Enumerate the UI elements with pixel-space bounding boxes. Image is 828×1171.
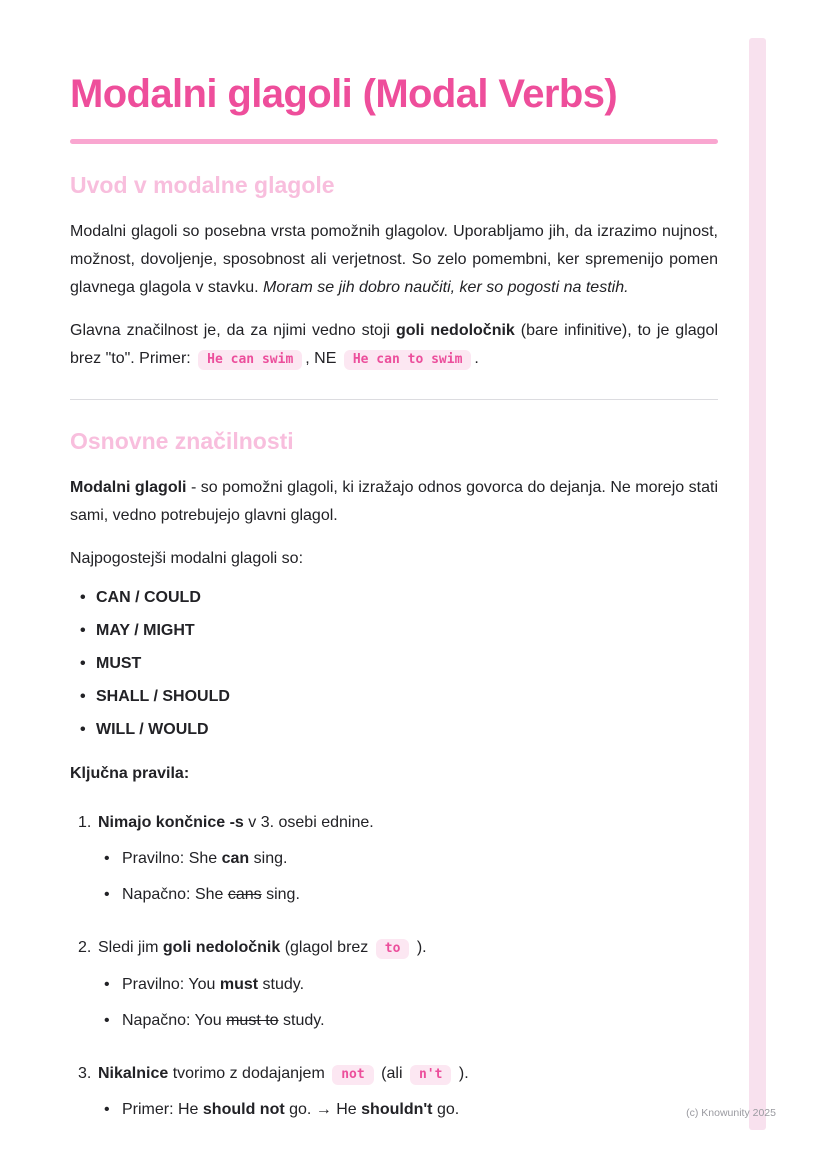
text-segment: (ali [376, 1064, 407, 1082]
text-segment: sing. [261, 886, 300, 904]
intro-paragraph-2 [70, 317, 718, 373]
bold-text: Nimajo končnice -s [98, 813, 244, 831]
sub-item [104, 971, 718, 998]
sub-item [104, 1096, 718, 1123]
basics-paragraph-2: Najpogostejši modalni glagoli so: [70, 549, 304, 567]
sub-item [104, 881, 718, 908]
text-segment: v 3. osebi ednine. [243, 813, 374, 831]
title-underline [70, 139, 718, 144]
rule-main [78, 809, 718, 836]
section-basics [70, 428, 718, 1124]
sub-item [104, 845, 718, 872]
text-segment: study. [258, 975, 305, 993]
rule-main [78, 934, 718, 961]
page-edge-strip [749, 38, 766, 1130]
list-item [80, 688, 718, 706]
text-segment: Sledi jim [98, 939, 163, 957]
section-divider [70, 399, 718, 400]
modal-verbs-list [70, 589, 718, 739]
text-segment: go. [432, 1101, 460, 1119]
rule-text [98, 934, 718, 961]
bold-text: must [219, 975, 259, 993]
text-segment: . [474, 349, 479, 367]
inline-code: to [376, 939, 410, 959]
rule-number: 3. [78, 1064, 92, 1082]
text-segment: Primer: He [122, 1101, 203, 1119]
text-segment: Napačno: She [122, 886, 228, 904]
sub-item [104, 1007, 718, 1034]
inline-code: He can swim [198, 350, 302, 370]
inline-code: He can to swim [344, 350, 472, 370]
rules-label: Ključna pravila: [70, 764, 190, 782]
text-segment: tvorimo z dodajanjem [168, 1064, 330, 1082]
rule-item-2 [70, 934, 718, 1034]
text-segment: , NE [305, 349, 341, 367]
bold-text: shouldn't [361, 1101, 433, 1119]
rule-number: 1. [78, 813, 92, 831]
bold-text: goli nedoločnik [162, 939, 281, 957]
italic-text: Moram se jih dobro naučiti, ker so pogosti na testih. [263, 278, 629, 296]
page-title: Modalni glagoli (Modal Verbs) [70, 72, 618, 116]
rule-sub-list [78, 971, 718, 1034]
rule-sub-list [78, 1096, 718, 1123]
rule-number: 2. [78, 939, 92, 957]
copyright-footer: (c) Knowunity 2025 [686, 1107, 776, 1119]
text-segment: Modalni glagoli so posebna vrsta pomožnih glagolov. Uporabljamo jih, da izrazimo nujnost, možnost, dovoljenje, sposobnost ali verjetnost. So zelo pomembni, ker spremenijo pomen glavnega glagola v stavku. [70, 222, 718, 296]
rule-main [78, 1060, 718, 1087]
text-segment: go. → He [284, 1101, 362, 1119]
intro-paragraph-1 [70, 218, 718, 302]
inline-code: not [332, 1065, 373, 1085]
bold-text: Modalni glagoli [70, 478, 187, 496]
rule-text [98, 1060, 718, 1087]
list-item-label: WILL / WOULD [96, 720, 209, 738]
rule-text [98, 809, 718, 836]
text-segment: Pravilno: You [122, 975, 220, 993]
rule-item-1 [70, 809, 718, 909]
list-item-label: CAN / COULD [96, 588, 201, 606]
rule-item-3 [70, 1060, 718, 1123]
inline-code: n't [410, 1065, 451, 1085]
text-segment: (glagol brez [280, 939, 373, 957]
text-segment: ). [454, 1064, 469, 1082]
text-segment: ). [412, 939, 427, 957]
strikethrough-text: cans [227, 886, 262, 904]
text-segment: Napačno: You [122, 1011, 227, 1029]
bold-text: goli nedoločnik [395, 321, 515, 339]
bold-text: can [221, 849, 250, 867]
list-item [80, 589, 718, 607]
list-item-label: MAY / MIGHT [96, 621, 195, 639]
text-segment: (bare infinitive), to je glagol brez "to". Primer: [70, 321, 719, 367]
text-segment: Pravilno: She [122, 849, 222, 867]
rule-sub-list [78, 845, 718, 908]
text-segment: study. [278, 1011, 325, 1029]
list-item [80, 721, 718, 739]
bold-text: Nikalnice [98, 1064, 169, 1082]
bold-text: should not [202, 1101, 285, 1119]
list-item [80, 622, 718, 640]
text-segment: - so pomožni glagoli, ki izražajo odnos govorca do dejanja. Ne morejo stati sami, vedno potrebujejo glavni glagol. [70, 478, 718, 524]
strikethrough-text: must to [226, 1011, 279, 1029]
list-item [80, 655, 718, 673]
list-item-label: MUST [96, 654, 142, 672]
text-segment: Glavna značilnost je, da za njimi vedno stoji [70, 321, 396, 339]
section-intro [70, 172, 718, 373]
text-segment: sing. [249, 849, 288, 867]
section-heading-basics: Osnovne značilnosti [70, 427, 294, 454]
basics-paragraph-1 [70, 474, 718, 530]
list-item-label: SHALL / SHOULD [96, 687, 230, 705]
section-heading-intro: Uvod v modalne glagole [70, 171, 335, 198]
